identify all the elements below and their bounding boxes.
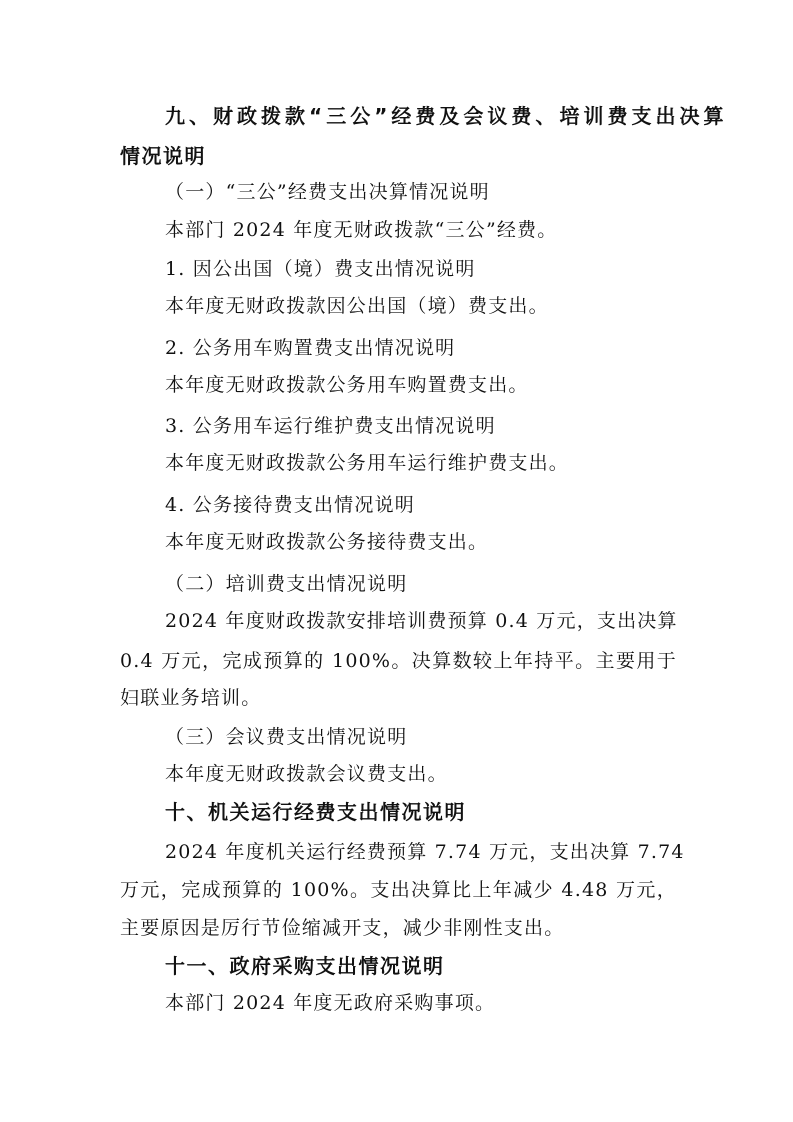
subsection-1-heading: （一）“三公”经费支出决算情况说明: [165, 181, 490, 203]
section-9-title-line1: 九、财政拨款“三公”经费及会议费、培训费支出决算: [165, 104, 725, 128]
section-11-text: 本部门 2024 年度无政府采购事项。: [165, 992, 496, 1014]
subsection-3-heading: （三）会议费支出情况说明: [165, 726, 408, 748]
item-1-text: 本年度无财政拨款因公出国（境）费支出。: [165, 295, 549, 317]
item-2-heading: 2. 公务用车购置费支出情况说明: [165, 337, 456, 359]
section-10-line3: 主要原因是厉行节俭缩减开支，减少非刚性支出。: [120, 917, 565, 939]
subsection-3-text: 本年度无财政拨款会议费支出。: [165, 763, 448, 785]
subsection-2-line3: 妇联业务培训。: [120, 687, 262, 709]
item-4-text: 本年度无财政拨款公务接待费支出。: [165, 531, 489, 553]
section-10-title: 十、机关运行经费支出情况说明: [165, 800, 466, 824]
item-4-heading: 4. 公务接待费支出情况说明: [165, 494, 415, 516]
item-2-text: 本年度无财政拨款公务用车购置费支出。: [165, 374, 529, 396]
item-3-heading: 3. 公务用车运行维护费支出情况说明: [165, 415, 496, 437]
section-9-title-line2: 情况说明: [120, 144, 206, 168]
item-1-heading: 1. 因公出国（境）费支出情况说明: [165, 258, 476, 280]
section-10-line1: 2024 年度机关运行经费预算 7.74 万元，支出决算 7.74: [165, 841, 685, 863]
subsection-2-line1: 2024 年度财政拨款安排培训费预算 0.4 万元，支出决算: [165, 610, 678, 632]
section-10-line2: 万元，完成预算的 100%。支出决算比上年减少 4.48 万元，: [120, 879, 677, 901]
item-3-text: 本年度无财政拨款公务用车运行维护费支出。: [165, 452, 570, 474]
subsection-1-text: 本部门 2024 年度无财政拨款“三公”经费。: [165, 219, 558, 241]
subsection-2-line2: 0.4 万元，完成预算的 100%。决算数较上年持平。主要用于: [120, 650, 677, 672]
section-11-title: 十一、政府采购支出情况说明: [165, 954, 445, 978]
subsection-2-heading: （二）培训费支出情况说明: [165, 573, 408, 595]
